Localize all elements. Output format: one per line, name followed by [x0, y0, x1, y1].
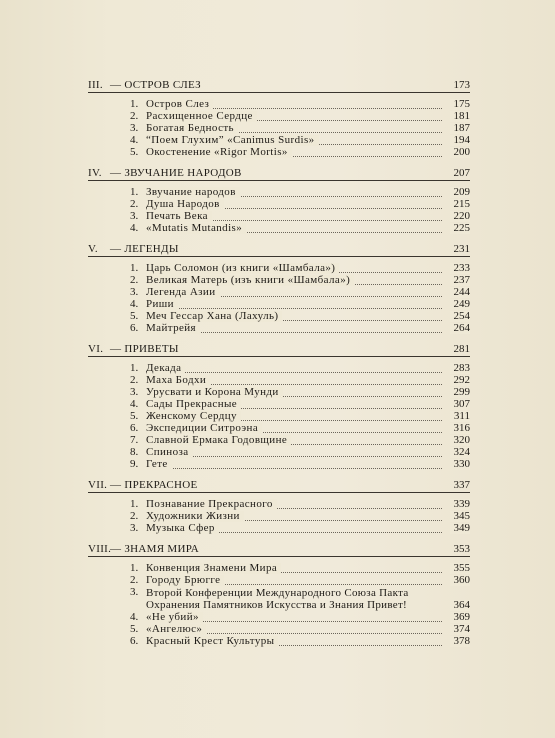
toc-entry: [88, 223, 470, 234]
entry-number: 2.: [130, 198, 139, 210]
section-title: — ПРЕКРАСНОЕ: [110, 479, 198, 491]
entry-number: 4.: [130, 298, 139, 310]
toc-entry: [88, 636, 470, 647]
entry-title: Художники Жизни: [146, 511, 244, 522]
entry-page-number: 215: [450, 199, 471, 210]
toc-entry: [88, 624, 470, 635]
entry-number: 9.: [130, 458, 139, 470]
entry-title: Городу Брюгге: [146, 575, 224, 586]
entry-page-number: 187: [450, 123, 471, 134]
entry-page-number: 349: [450, 523, 471, 534]
entry-title: Меч Гессар Хана (Лахуль): [146, 311, 282, 322]
entry-title: Женскому Сердцу: [146, 411, 241, 422]
entry-page-number: 320: [450, 435, 471, 446]
toc-section: [88, 544, 470, 647]
entry-number: 1.: [130, 498, 139, 510]
toc-entry: [88, 511, 470, 522]
entry-title: Конвенция Знамени Мира: [146, 563, 281, 574]
section-heading: [88, 544, 470, 555]
entry-number: 3.: [130, 522, 139, 534]
entry-page-number: 200: [450, 147, 471, 158]
toc-entry: [88, 275, 470, 286]
dot-leader: [146, 299, 442, 310]
entry-title: Риши: [146, 299, 178, 310]
entry-number: 2.: [130, 274, 139, 286]
toc-section: [88, 244, 470, 334]
entry-page-number: 324: [450, 447, 471, 458]
entry-number: 2.: [130, 510, 139, 522]
entry-title: Окостенение «Rigor Mortis»: [146, 147, 292, 158]
entry-number: 5.: [130, 146, 139, 158]
entry-title: Славной Ермака Годовщине: [146, 435, 291, 446]
section-title: — ОСТРОВ СЛЕЗ: [110, 79, 201, 91]
entry-page-number: 360: [450, 575, 471, 586]
toc-entry: [88, 147, 470, 158]
entry-title: Урусвати и Корона Мунди: [146, 387, 283, 398]
section-roman-numeral: VII.: [88, 479, 108, 491]
entry-title: Остров Слез: [146, 99, 213, 110]
entry-title: «Не убий»: [146, 612, 203, 623]
entry-title: Познавание Прекрасного: [146, 499, 277, 510]
entry-number: 1.: [130, 98, 139, 110]
entry-title: “Поем Глухим” «Canimus Surdis»: [146, 135, 319, 146]
entry-number: 3.: [130, 122, 139, 134]
section-heading: [88, 244, 470, 255]
section-title: — ЗНАМЯ МИРА: [110, 543, 199, 555]
section-heading: [88, 168, 470, 179]
toc-entry: [88, 612, 470, 623]
entry-title: Царь Соломон (из книги «Шамбала»): [146, 263, 339, 274]
entry-title: Печать Века: [146, 211, 212, 222]
toc-entry: [88, 435, 470, 446]
toc-entry: [88, 499, 470, 510]
section-roman-numeral: IV.: [88, 167, 102, 179]
toc-entry: [88, 299, 470, 310]
entry-number: 4.: [130, 134, 139, 146]
dot-leader: [146, 363, 442, 374]
entry-page-number: 374: [450, 624, 471, 635]
entry-number: 5.: [130, 623, 139, 635]
entry-number: 4.: [130, 398, 139, 410]
entry-page-number: 194: [450, 135, 471, 146]
entry-number: 1.: [130, 186, 139, 198]
entry-number: 5.: [130, 410, 139, 422]
section-page-number: 281: [453, 343, 470, 355]
entry-page-number: 311: [450, 411, 470, 422]
toc-entry: [88, 563, 470, 574]
entry-title: Легенда Азии: [146, 287, 220, 298]
toc-entry: [88, 587, 470, 611]
toc-section: [88, 168, 470, 234]
entry-number: 1.: [130, 262, 139, 274]
dot-leader: [146, 459, 442, 470]
section-heading: [88, 344, 470, 355]
entry-title: Декада: [146, 363, 185, 374]
section-page-number: 207: [453, 167, 470, 179]
section-page-number: 337: [453, 479, 470, 491]
section-heading: [88, 80, 470, 91]
entry-page-number: 249: [450, 299, 471, 310]
toc-section: [88, 80, 470, 158]
entry-page-number: 237: [450, 275, 471, 286]
toc-section: [88, 344, 470, 470]
entry-page-number: 209: [450, 187, 471, 198]
entry-number: 1.: [130, 562, 139, 574]
section-page-number: 231: [453, 243, 470, 255]
section-title: — ЛЕГЕНДЫ: [110, 243, 179, 255]
section-page-number: 173: [453, 79, 470, 91]
toc-entry: [88, 423, 470, 434]
toc-entry: [88, 523, 470, 534]
toc-entry: [88, 323, 470, 334]
toc-entry: [88, 575, 470, 586]
section-title: — ПРИВЕТЫ: [110, 343, 179, 355]
entry-page-number: 339: [450, 499, 471, 510]
entry-page-number: 345: [450, 511, 471, 522]
entry-title: Экспедиции Ситроэна: [146, 423, 262, 434]
entry-number: 2.: [130, 374, 139, 386]
toc-entry: [88, 375, 470, 386]
entry-title: «Mutatis Mutandis»: [146, 223, 246, 234]
entry-page-number: 316: [450, 423, 471, 434]
entry-title: Великая Матерь (изъ книги «Шамбала»): [146, 275, 354, 286]
entry-title: Сады Прекрасные: [146, 399, 241, 410]
entry-page-number: 330: [450, 459, 471, 470]
entry-title: Спиноза: [146, 447, 193, 458]
entry-number: 3.: [130, 586, 139, 598]
entry-number: 3.: [130, 210, 139, 222]
section-rule: [88, 556, 470, 557]
entry-title: Гете: [146, 459, 172, 470]
section-title: — ЗВУЧАНИЕ НАРОДОВ: [110, 167, 242, 179]
entry-page-number: 378: [450, 636, 471, 647]
section-roman-numeral: V.: [88, 243, 98, 255]
toc-entry: [88, 123, 470, 134]
toc-entry: [88, 199, 470, 210]
entry-title: Красный Крест Культуры: [146, 636, 278, 647]
toc-entry: [88, 99, 470, 110]
section-page-number: 353: [453, 543, 470, 555]
table-of-contents: [88, 80, 470, 657]
entry-page-number: 355: [450, 563, 471, 574]
entry-title: Душа Народов: [146, 199, 224, 210]
toc-entry: [88, 399, 470, 410]
toc-section: [88, 480, 470, 534]
entry-number: 8.: [130, 446, 139, 458]
entry-page-number: 292: [450, 375, 471, 386]
entry-number: 2.: [130, 574, 139, 586]
entry-page-number: 225: [450, 223, 471, 234]
toc-entry: [88, 387, 470, 398]
entry-page-number: 264: [450, 323, 471, 334]
toc-entry: [88, 135, 470, 146]
entry-number: 3.: [130, 286, 139, 298]
section-heading: [88, 480, 470, 491]
entry-number: 6.: [130, 422, 139, 434]
section-roman-numeral: VIII.: [88, 543, 112, 555]
entry-number: 6.: [130, 635, 139, 647]
section-rule: [88, 256, 470, 257]
entry-page-number: 220: [450, 211, 471, 222]
toc-entry: [88, 411, 470, 422]
toc-entry: [88, 211, 470, 222]
entry-title: Второй Конференции Международного Союза Пакта Охранения Памятников Искусства и Знания Привет!: [146, 587, 409, 611]
entry-page-number: 233: [450, 263, 471, 274]
entry-page-number: 254: [450, 311, 471, 322]
toc-entry: [88, 311, 470, 322]
toc-entry: [88, 363, 470, 374]
entry-number: 3.: [130, 386, 139, 398]
toc-entry: [88, 459, 470, 470]
entry-page-number: 369: [450, 612, 471, 623]
entry-page-number: 244: [450, 287, 471, 298]
entry-page-number: 181: [450, 111, 471, 122]
entry-page-number: 175: [450, 99, 471, 110]
section-rule: [88, 92, 470, 93]
entry-number: 6.: [130, 322, 139, 334]
entry-page-number: 283: [450, 363, 471, 374]
section-roman-numeral: VI.: [88, 343, 104, 355]
entry-title: Музыка Сфер: [146, 523, 219, 534]
entry-title: Богатая Бедность: [146, 123, 238, 134]
toc-entry: [88, 447, 470, 458]
entry-number: 5.: [130, 310, 139, 322]
entry-number: 7.: [130, 434, 139, 446]
section-rule: [88, 180, 470, 181]
entry-title: Звучание народов: [146, 187, 240, 198]
toc-entry: [88, 263, 470, 274]
entry-title: Маха Бодхи: [146, 375, 210, 386]
entry-page-number: 307: [450, 399, 471, 410]
toc-entry: [88, 111, 470, 122]
entry-number: 1.: [130, 362, 139, 374]
entry-number: 4.: [130, 611, 139, 623]
entry-title: «Ангелюс»: [146, 624, 206, 635]
entry-page-number: 299: [450, 387, 471, 398]
toc-entry: [88, 187, 470, 198]
section-rule: [88, 356, 470, 357]
entry-page-number: 364: [450, 600, 471, 611]
entry-title: Майтрейя: [146, 323, 200, 334]
entry-number: 4.: [130, 222, 139, 234]
entry-number: 2.: [130, 110, 139, 122]
section-rule: [88, 492, 470, 493]
entry-title: Расхищенное Сердце: [146, 111, 257, 122]
section-roman-numeral: III.: [88, 79, 103, 91]
toc-entry: [88, 287, 470, 298]
